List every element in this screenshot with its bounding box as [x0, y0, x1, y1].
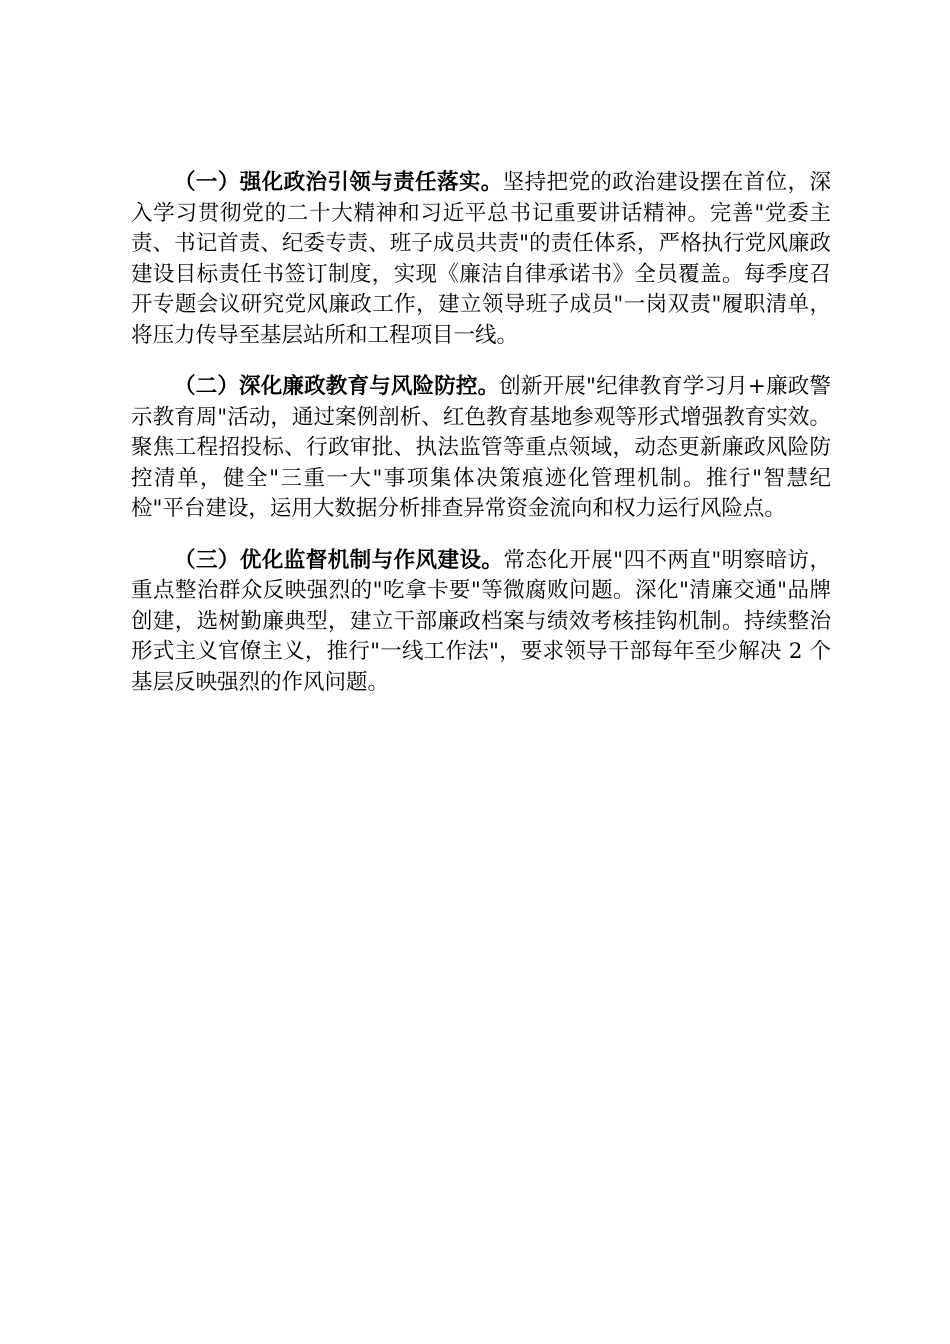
- document-page: [131, 168, 831, 719]
- paragraph-1: [131, 168, 831, 351]
- paragraph-3: [131, 546, 831, 699]
- paragraph-2-heading: （二）深化廉政教育与风险防控。: [174, 374, 500, 399]
- paragraph-1-heading: （一）强化政治引领与责任落实。: [174, 170, 503, 195]
- paragraph-3-heading: （三）优化监督机制与作风建设。: [174, 547, 504, 573]
- paragraph-2-body: 创新开展"纪律教育学习月+廉政警示教育周"活动，通过案例剖析、红色教育基地参观等形式增强教育实效。聚焦工程招投标、行政审批、执法监管等重点领域，动态更新廉政风险防控清单，健全"三重一大"事项集体决策痕迹化管理机制。推行"智慧纪检"平台建设，运用大数据分析排查异常资金流向和权力运行风险点。: [131, 374, 831, 521]
- paragraph-3-body: 常态化开展"四不两直"明察暗访，重点整治群众反映强烈的"吃拿卡要"等微腐败问题。深化"清廉交通"品牌创建，选树勤廉典型，建立干部廉政档案与绩效考核挂钩机制。持续整治形式主义官僚主义，推行"一线工作法"，要求领导干部每年至少解决 2 个基层反映强烈的作风问题。: [131, 547, 831, 695]
- paragraph-1-body: 坚持把党的政治建设摆在首位，深入学习贯彻党的二十大精神和习近平总书记重要讲话精神。完善"党委主责、书记首责、纪委专责、班子成员共责"的责任体系，严格执行党风廉政建设目标责任书签订制度，实现《廉洁自律承诺书》全员覆盖。每季度召开专题会议研究党风廉政工作，建立领导班子成员"一岗双责"履职清单，将压力传导至基层站所和工程项目一线。: [131, 170, 831, 348]
- paragraph-2: [131, 372, 831, 525]
